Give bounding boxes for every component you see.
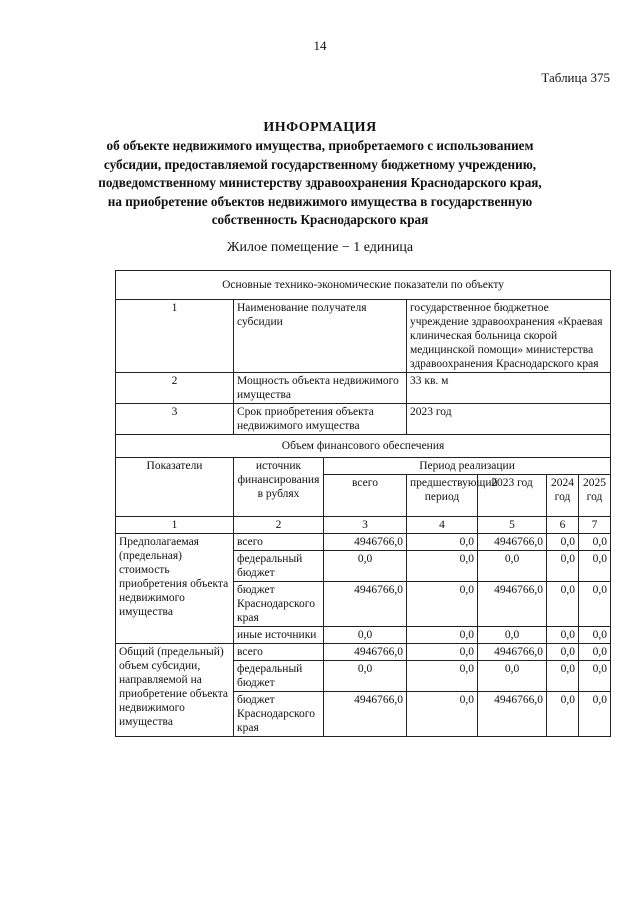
source-cell: всего <box>234 534 324 551</box>
group-label: Предполагаемая (предельная) стоимость приобретения объекта недвижимого имущества <box>116 534 234 644</box>
value-cell: 0,0 <box>324 661 407 692</box>
row-label: Мощность объекта недвижимого имущества <box>234 373 407 404</box>
column-header-row <box>116 458 611 475</box>
value-cell: 0,0 <box>579 551 611 582</box>
table-row <box>116 534 611 551</box>
info-table <box>115 270 611 737</box>
group-label: Общий (предельный) объем субсидии, направляемой на приобретение объекта недвижимого имущества <box>116 644 234 737</box>
source-cell: иные источники <box>234 627 324 644</box>
source-cell: федеральный бюджет <box>234 551 324 582</box>
section2-header: Объем финансового обеспечения <box>116 435 611 458</box>
value-cell: 0,0 <box>478 551 547 582</box>
col-number: 4 <box>407 517 478 534</box>
value-cell: 4946766,0 <box>478 534 547 551</box>
row-value: государственное бюджетное учреждение здравоохранения «Краевая клиническая больница скорой медицинской помощи» министерства здравоохранения Краснодарского края <box>407 300 611 373</box>
section1-header: Основные технико-экономические показатели по объекту <box>116 271 611 300</box>
section-header-row <box>116 271 611 300</box>
row-label: Наименование получателя субсидии <box>234 300 407 373</box>
col-number: 6 <box>547 517 579 534</box>
value-cell: 4946766,0 <box>324 582 407 627</box>
col-header-source: источник финансирования в рублях <box>234 458 324 517</box>
row-label: Срок приобретения объекта недвижимого имущества <box>234 404 407 435</box>
table-row <box>116 300 611 373</box>
value-cell: 0,0 <box>407 661 478 692</box>
value-cell: 0,0 <box>547 534 579 551</box>
col-header-previous: предшествующий период <box>407 475 478 517</box>
col-number: 1 <box>116 517 234 534</box>
value-cell: 4946766,0 <box>324 534 407 551</box>
value-cell: 0,0 <box>478 661 547 692</box>
col-number: 3 <box>324 517 407 534</box>
col-header-2024: 2024 год <box>547 475 579 517</box>
col-header-indicators: Показатели <box>116 458 234 517</box>
value-cell: 0,0 <box>547 627 579 644</box>
source-cell: федеральный бюджет <box>234 661 324 692</box>
source-cell: бюджет Краснодарского края <box>234 692 324 737</box>
col-header-total: всего <box>324 475 407 517</box>
value-cell: 0,0 <box>547 582 579 627</box>
value-cell: 4946766,0 <box>324 692 407 737</box>
value-cell: 4946766,0 <box>478 644 547 661</box>
col-header-2023: 2023 год <box>478 475 547 517</box>
row-number: 3 <box>116 404 234 435</box>
col-header-2025: 2025 год <box>579 475 611 517</box>
value-cell: 0,0 <box>579 534 611 551</box>
value-cell: 0,0 <box>579 692 611 737</box>
row-value: 33 кв. м <box>407 373 611 404</box>
source-cell: всего <box>234 644 324 661</box>
table-row <box>116 404 611 435</box>
value-cell: 0,0 <box>547 692 579 737</box>
row-number: 2 <box>116 373 234 404</box>
value-cell: 0,0 <box>407 644 478 661</box>
value-cell: 0,0 <box>324 551 407 582</box>
row-number: 1 <box>116 300 234 373</box>
value-cell: 0,0 <box>579 661 611 692</box>
section-header-row <box>116 435 611 458</box>
document-subtitle: об объекте недвижимого имущества, приобретаемого с использованием субсидии, предоставляемой государственному бюджетному учреждению, подведомственному министерству здравоохранения Краснодарского края, на приобретение объектов недвижимого имущества в государственную собственность Краснодарского края <box>98 138 542 227</box>
source-cell: бюджет Краснодарского края <box>234 582 324 627</box>
table-number: Таблица 375 <box>541 70 610 85</box>
value-cell: 0,0 <box>324 627 407 644</box>
value-cell: 0,0 <box>579 582 611 627</box>
col-number: 5 <box>478 517 547 534</box>
value-cell: 0,0 <box>547 551 579 582</box>
value-cell: 0,0 <box>407 534 478 551</box>
row-value: 2023 год <box>407 404 611 435</box>
value-cell: 0,0 <box>547 644 579 661</box>
value-cell: 4946766,0 <box>478 692 547 737</box>
col-number: 7 <box>579 517 611 534</box>
value-cell: 4946766,0 <box>324 644 407 661</box>
value-cell: 0,0 <box>407 627 478 644</box>
value-cell: 0,0 <box>407 582 478 627</box>
table-row <box>116 373 611 404</box>
value-cell: 0,0 <box>547 661 579 692</box>
table-row <box>116 644 611 661</box>
document-title: ИНФОРМАЦИЯ <box>263 120 377 135</box>
col-header-period: Период реализации <box>324 458 611 475</box>
value-cell: 0,0 <box>478 627 547 644</box>
value-cell: 0,0 <box>579 627 611 644</box>
table-caption: Жилое помещение − 1 единица <box>226 240 414 255</box>
page-number: 14 <box>313 38 327 53</box>
col-number: 2 <box>234 517 324 534</box>
value-cell: 0,0 <box>579 644 611 661</box>
column-number-row <box>116 517 611 534</box>
value-cell: 0,0 <box>407 692 478 737</box>
value-cell: 0,0 <box>407 551 478 582</box>
value-cell: 4946766,0 <box>478 582 547 627</box>
